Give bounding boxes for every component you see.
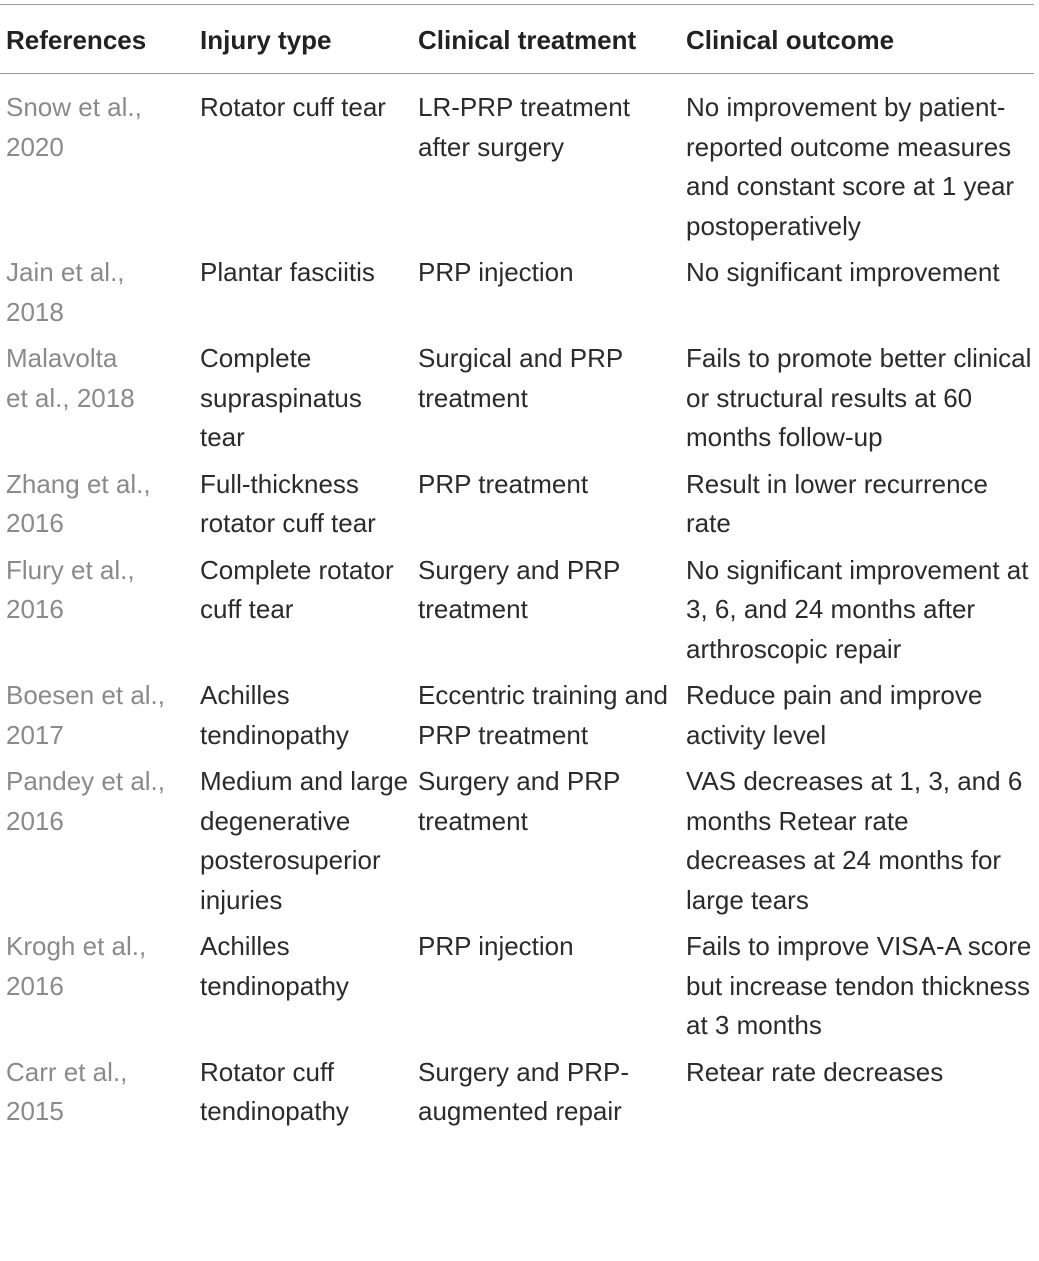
injury-type-cell: Rotator cuff tendinopathy xyxy=(200,1056,349,1126)
outcome-cell: Reduce pain and improve activity level xyxy=(686,680,983,750)
reference-line: 2016 xyxy=(6,805,64,836)
treatment-cell: Eccentric training and PRP treatment xyxy=(418,680,669,750)
table-row xyxy=(0,927,1034,1053)
reference-cell xyxy=(0,927,194,1053)
treatment-cell: Surgical and PRP treatment xyxy=(418,343,623,413)
injury-type-cell: Complete supraspinatus tear xyxy=(200,343,362,452)
reference-line: Jain et al., xyxy=(6,257,125,287)
outcome-cell: No significant improvement at 3, 6, and 24 months after arthroscopic repair xyxy=(686,554,1029,664)
reference-line: 2016 xyxy=(6,970,64,1001)
treatment-cell: Surgery and PRP treatment xyxy=(418,554,620,624)
reference-line: Malavolta xyxy=(6,343,118,373)
reference-cell xyxy=(0,676,194,762)
reference-line: Krogh et al., xyxy=(6,931,147,961)
reference-cell xyxy=(0,762,194,927)
clinical-studies-table xyxy=(0,4,1034,1139)
injury-type-cell: Complete rotator cuff tear xyxy=(200,554,394,624)
reference-line: 2015 xyxy=(6,1096,64,1126)
reference-line: Snow et al., xyxy=(6,92,142,122)
treatment-cell: Surgery and PRP treatment xyxy=(418,766,620,836)
outcome-cell: Fails to improve VISA-A score but increase tendon thickness at 3 months xyxy=(686,931,1032,1040)
reference-line: Flury et al., xyxy=(6,554,135,585)
reference-cell xyxy=(0,465,194,551)
table-row xyxy=(0,74,1034,254)
reference-cell xyxy=(0,74,194,254)
reference-line: et al., 2018 xyxy=(6,382,135,413)
reference-line: 2016 xyxy=(6,594,64,624)
header-references: References xyxy=(6,25,147,55)
table-row xyxy=(0,762,1034,927)
table-header xyxy=(0,5,1034,74)
injury-type-cell: Achilles tendinopathy xyxy=(200,680,349,750)
table-row xyxy=(0,676,1034,762)
treatment-cell: PRP injection xyxy=(418,257,574,287)
reference-line: 2020 xyxy=(6,131,64,162)
header-clinical-outcome: Clinical outcome xyxy=(686,25,895,55)
treatment-cell: Surgery and PRP-augmented repair xyxy=(418,1056,629,1126)
reference-cell xyxy=(0,1053,194,1139)
header-row xyxy=(0,5,1034,74)
table-row xyxy=(0,253,1034,339)
reference-cell xyxy=(0,339,194,465)
reference-line: Zhang et al., xyxy=(6,468,151,499)
outcome-cell: Result in lower recurrence rate xyxy=(686,468,989,538)
reference-line: Pandey et al., xyxy=(6,766,165,796)
reference-cell xyxy=(0,253,194,339)
table-row xyxy=(0,551,1034,677)
reference-line: Carr et al., xyxy=(6,1056,128,1087)
injury-type-cell: Full-thickness rotator cuff tear xyxy=(200,468,376,538)
injury-type-cell: Achilles tendinopathy xyxy=(200,931,349,1001)
table-row xyxy=(0,1053,1034,1139)
reference-cell xyxy=(0,551,194,677)
injury-type-cell: Medium and large degenerative posterosuperior injuries xyxy=(200,766,409,915)
reference-line: 2018 xyxy=(6,296,64,327)
table-body xyxy=(0,74,1034,1139)
reference-line: Boesen et al., xyxy=(6,680,165,710)
treatment-cell: LR-PRP treatment after surgery xyxy=(418,92,630,162)
outcome-cell: Fails to promote better clinical or structural results at 60 months follow-up xyxy=(686,343,1032,452)
outcome-cell: No improvement by patient-reported outcome measures and constant score at 1 year postoperatively xyxy=(686,92,1015,241)
reference-line: 2017 xyxy=(6,719,64,750)
outcome-cell: Retear rate decreases xyxy=(686,1056,944,1087)
table-row xyxy=(0,465,1034,551)
injury-type-cell: Plantar fasciitis xyxy=(200,257,375,287)
treatment-cell: PRP injection xyxy=(418,931,574,961)
outcome-cell: No significant improvement xyxy=(686,257,1000,287)
reference-line: 2016 xyxy=(6,508,64,538)
treatment-cell: PRP treatment xyxy=(418,468,589,499)
outcome-cell: VAS decreases at 1, 3, and 6 months Retear rate decreases at 24 months for large tears xyxy=(686,766,1023,915)
injury-type-cell: Rotator cuff tear xyxy=(200,92,386,122)
table-row xyxy=(0,339,1034,465)
header-clinical-treatment: Clinical treatment xyxy=(418,25,637,55)
header-injury-type: Injury type xyxy=(200,25,332,55)
